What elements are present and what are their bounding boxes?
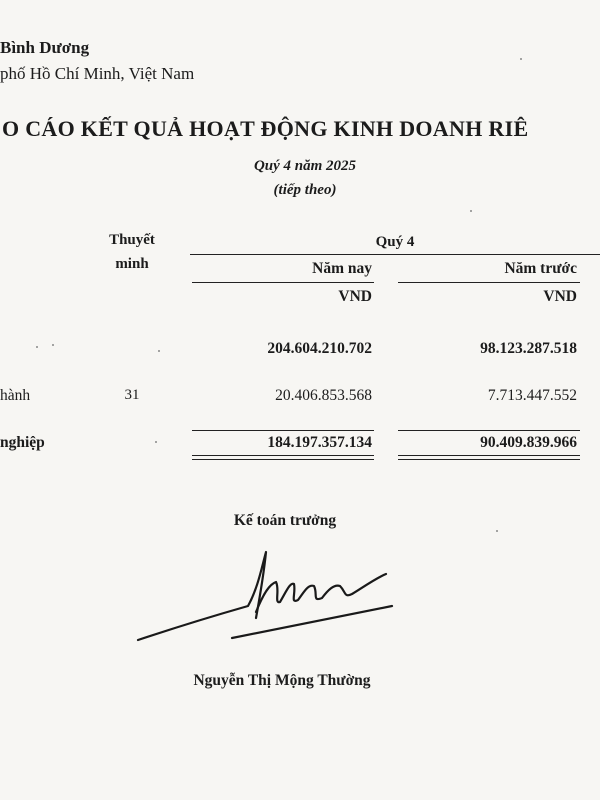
row2-current: 20.406.853.568 xyxy=(275,387,372,404)
total-double-rule-previous xyxy=(398,455,580,460)
scan-speck xyxy=(52,344,54,346)
scan-speck xyxy=(158,350,160,352)
group-header: Quý 4 xyxy=(375,234,415,250)
handwritten-signature xyxy=(130,548,410,648)
scan-speck xyxy=(470,210,472,212)
company-address: phố Hồ Chí Minh, Việt Nam xyxy=(0,64,195,83)
scan-speck xyxy=(155,441,157,443)
report-title: O CÁO KẾT QUẢ HOẠT ĐỘNG KINH DOANH RIÊ xyxy=(2,116,529,141)
row3-previous: 90.409.839.966 xyxy=(480,434,577,451)
row1-current: 204.604.210.702 xyxy=(267,340,372,357)
row2-previous: 7.713.447.552 xyxy=(487,387,577,404)
col-previous-header: Năm trước xyxy=(504,260,577,277)
report-period: Quý 4 năm 2025 xyxy=(253,158,357,174)
unit-current: VND xyxy=(338,288,372,305)
signer-name: Nguyễn Thị Mộng Thường xyxy=(193,672,371,689)
row2-label: hành xyxy=(0,387,31,404)
note-header-line2: minh xyxy=(115,256,149,272)
company-name: Bình Dương xyxy=(0,38,90,57)
scan-speck xyxy=(496,530,498,532)
total-double-rule-current xyxy=(192,455,374,460)
signature-title: Kế toán trưởng xyxy=(233,512,337,529)
col-previous-rule xyxy=(398,282,580,283)
group-header-rule xyxy=(190,254,600,255)
row3-current: 184.197.357.134 xyxy=(267,434,372,451)
row2-note: 31 xyxy=(124,387,140,403)
total-top-rule-previous xyxy=(398,430,580,431)
scan-speck xyxy=(520,58,522,60)
row3-label: nghiệp xyxy=(0,434,45,451)
col-current-header: Năm nay xyxy=(312,260,372,277)
total-top-rule-current xyxy=(192,430,374,431)
unit-previous: VND xyxy=(543,288,577,305)
scan-speck xyxy=(36,346,38,348)
report-continued: (tiếp theo) xyxy=(273,182,337,198)
note-header-line1: Thuyết xyxy=(109,232,155,248)
col-current-rule xyxy=(192,282,374,283)
row1-previous: 98.123.287.518 xyxy=(480,340,577,357)
